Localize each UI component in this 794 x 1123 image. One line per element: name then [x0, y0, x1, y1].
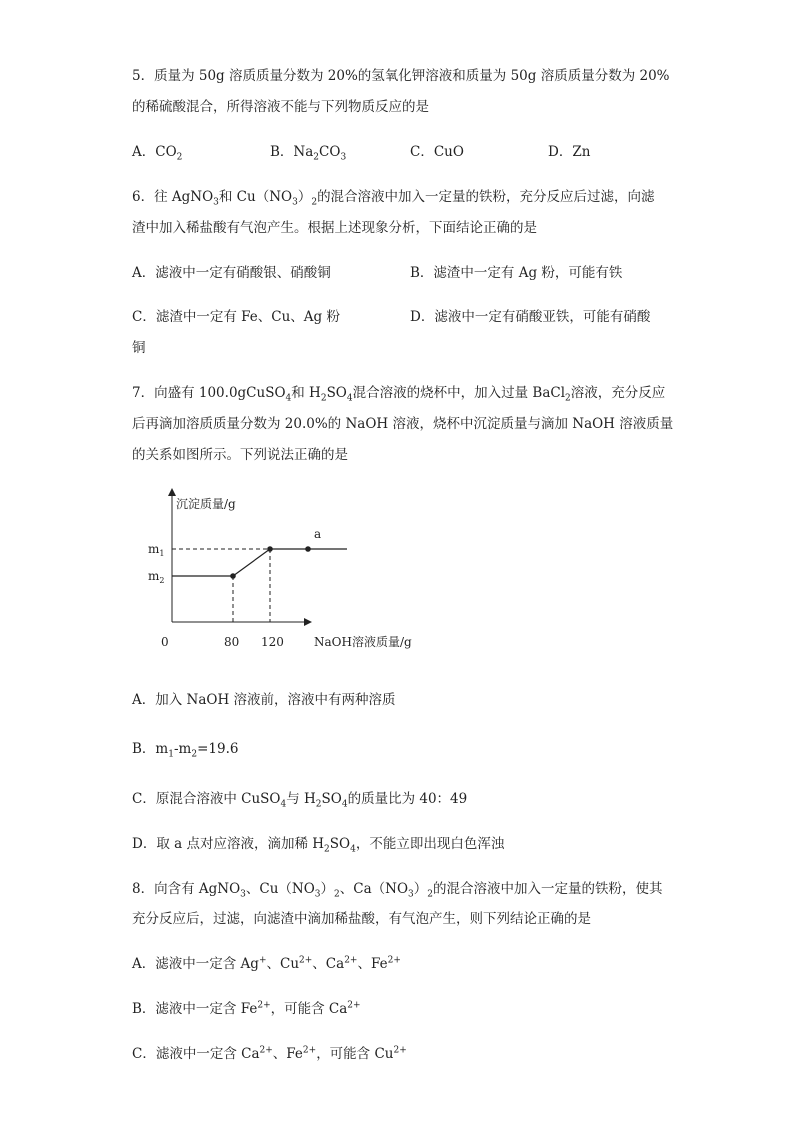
q7-option-c: C．原混合溶液中 CuSO$_4$与 $H_2SO_4$的质量比为 40：49	[132, 791, 468, 810]
precipitate-curve	[172, 549, 347, 576]
q5-option-c: C．CuO	[410, 144, 464, 160]
q5-option-d: D．Zn	[548, 144, 591, 160]
q7-line-1: 7．向盛有 100.0gCuSO$_4$和 $H_2SO_4$混合溶液的烧杯中，加入过量 BaCl$_2$溶液，充分反应	[132, 385, 666, 404]
y-axis-label: 沉淀质量/g	[176, 497, 236, 511]
x-tick-80: 80	[224, 635, 240, 649]
q5-line-2: 的稀硫酸混合，所得溶液不能与下列物质反应的是	[132, 99, 429, 115]
q7-option-b: B．$m_1-m_2=19.6$	[132, 741, 239, 760]
q5-option-b: B．$Na_2CO_3$	[270, 144, 347, 163]
point-a	[305, 546, 311, 552]
q8-line-2: 充分反应后，过滤，向滤渣中滴加稀盐酸，有气泡产生，则下列结论正确的是	[132, 911, 591, 927]
q7-line-2: 后再滴加溶质质量分数为 20.0%的 NaOH 溶液，烧杯中沉淀质量与滴加 NaOH 溶液质量	[132, 416, 674, 432]
q7-option-d: D．取 a 点对应溶液，滴加稀 $H_2SO_4$，不能立即出现白色浑浊	[132, 836, 505, 855]
point-a-label: a	[314, 527, 322, 541]
q6-option-a: A．滤液中一定有硝酸银、硝酸铜	[132, 265, 331, 281]
precipitate-graph	[140, 488, 440, 658]
q6-option-d: D．滤液中一定有硝酸亚铁，可能有硝酸	[410, 309, 651, 325]
m2-label: $m_2$	[148, 569, 165, 585]
q8-option-c: C．滤液中一定含 $Ca^{2+}$、$Fe^{2+}$，可能含 $Cu^{2+}$	[132, 1045, 407, 1062]
x-tick-120: 120	[261, 635, 284, 649]
origin-label: 0	[161, 635, 169, 649]
q8-option-b: B．滤液中一定含 $Fe^{2+}$，可能含 $Ca^{2+}$	[132, 1000, 361, 1017]
q5-option-a: A．$CO_2$	[132, 144, 183, 163]
q7-option-a: A．加入 NaOH 溶液前，溶液中有两种溶质	[132, 692, 396, 708]
q6-line-2: 渣中加入稀盐酸有气泡产生。根据上述现象分析，下面结论正确的是	[132, 220, 537, 236]
q6-option-c: C．滤渣中一定有 Fe、Cu、Ag 粉	[132, 309, 340, 325]
q5-line-1: 5．质量为 50g 溶质质量分数为 20%的氢氧化钾溶液和质量为 50g 溶质质量分数为 20%	[132, 68, 670, 84]
point-120	[267, 546, 273, 552]
x-axis-label: NaOH溶液质量/g	[314, 635, 412, 649]
q8-line-1: 8．向含有 AgNO$_3$、$Cu(NO_3)_2$、$Ca(NO_3)_2$的混合溶液中加入一定量的铁粉，使其	[132, 881, 663, 900]
q7-line-3: 的关系如图所示。下列说法正确的是	[132, 447, 348, 463]
q6-option-b: B．滤渣中一定有 Ag 粉，可能有铁	[410, 265, 623, 281]
q6-option-d-continuation: 铜	[132, 340, 146, 356]
point-80	[230, 573, 236, 579]
q8-option-a: A．滤液中一定含 Ag+、$Cu^{2+}$、$Ca^{2+}$、$Fe^{2+}$	[132, 955, 401, 972]
m1-label: $m_1$	[148, 542, 165, 558]
q6-line-1: 6．往 AgNO$_3$和 $Cu(NO_3)_2$的混合溶液中加入一定量的铁粉，充分反应后过滤，向滤	[132, 189, 655, 208]
